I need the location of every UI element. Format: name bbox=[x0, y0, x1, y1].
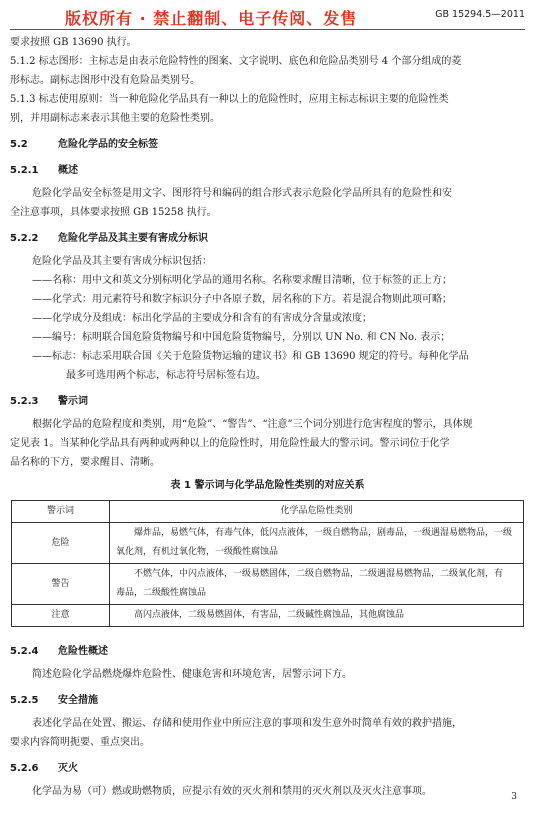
signal-word-cell: 警告 bbox=[12, 564, 110, 605]
section-title: 安全措施 bbox=[58, 695, 98, 706]
paragraph-line: 表述化学品在处置、搬运、存储和使用作业中所应注意的事项和发生意外时简单有效的救护措施， bbox=[32, 718, 462, 729]
list-item: ——标志：标志采用联合国《关于危险货物运输的建议书》和 GB 13690 规定的符号。每种化学品 bbox=[32, 351, 469, 362]
cell-line: 高闪点液体，二级易燃固体，有害品，二级碱性腐蚀品，其他腐蚀品 bbox=[134, 610, 405, 620]
clause-line: 别，并用副标志来表示其他主要的危险性类别。 bbox=[10, 113, 220, 124]
table-row bbox=[12, 523, 524, 564]
section-title: 概述 bbox=[58, 165, 78, 176]
watermark-text: 版权所有 · 禁止翻制、电子传阅、发售 bbox=[65, 9, 358, 28]
hazard-categories-cell bbox=[110, 523, 524, 564]
page-number: 3 bbox=[511, 792, 517, 802]
list-item: ——化学式：用元素符号和数字标识分子中各原子数，居名称的下方。若是混合物则此项可略； bbox=[32, 294, 452, 305]
section-heading-5-2-6 bbox=[10, 759, 525, 778]
paragraph-5-2-5 bbox=[10, 714, 525, 752]
table-title: 表 1 警示词与化学品危险性类别的对应关系 bbox=[170, 480, 365, 491]
section-heading-5-2-4 bbox=[10, 642, 525, 661]
section-title: 危险性概述 bbox=[58, 646, 108, 657]
list-item-continuation: 最多可选用两个标志，标志符号居标签右边。 bbox=[66, 370, 266, 381]
clause-5-1-3 bbox=[10, 90, 525, 128]
paragraph-line: 要求内容简明扼要、重点突出。 bbox=[10, 737, 150, 748]
list-item: ——编号：标明联合国危险货物编号和中国危险货物编号，分别以 UN No. 和 CN No. 表示； bbox=[32, 332, 451, 343]
cell-line: 爆炸品，易燃气体，有毒气体，低闪点液体，一级自燃物品，剧毒品，一级遇湿易燃物品，一级 bbox=[134, 528, 513, 538]
section-heading-5-2-2 bbox=[10, 229, 525, 248]
clause-line: 5.1.3 标志使用原则：当一种危险化学品具有一种以上的危险性时，应用主标志标识主要的危险性类 bbox=[10, 94, 449, 105]
header-rule bbox=[10, 29, 525, 30]
paragraph-line: 定见表 1。当某种化学品具有两种或两种以上的危险性时，用危险性最大的警示词。警示词位于化学 bbox=[10, 438, 450, 449]
continuation-line: 要求按照 GB 13690 执行。 bbox=[10, 37, 137, 48]
section-number: 5.2.3 bbox=[10, 396, 39, 407]
section-number: 5.2.2 bbox=[10, 233, 39, 244]
paragraph-5-2-4: 简述危险化学品燃烧爆炸危险性、健康危害和环境危害，居警示词下方。 bbox=[32, 669, 352, 680]
list-5-2-2 bbox=[10, 252, 525, 385]
section-number: 5.2.1 bbox=[10, 165, 39, 176]
section-title: 危险化学品的安全标签 bbox=[58, 139, 158, 150]
section-number: 5.2.6 bbox=[10, 763, 39, 774]
section-number: 5.2 bbox=[10, 139, 28, 150]
signal-word-table bbox=[11, 500, 524, 627]
list-item: ——化学成分及组成：标出化学品的主要成分和含有的有害成分含量或浓度； bbox=[32, 313, 372, 324]
list-item: ——名称：用中文和英文分别标明化学品的通用名称。名称要求醒目清晰，位于标签的正上方； bbox=[32, 275, 452, 286]
section-heading-5-2 bbox=[10, 135, 525, 154]
hazard-categories-cell bbox=[110, 564, 524, 605]
paragraph-line: 危险化学品安全标签是用文字、图形符号和编码的组合形式表示危险化学品所具有的危险性和安 bbox=[32, 188, 452, 199]
cell-line: 不燃气体，中闪点液体，一级易燃固体，二级自燃物品，二级遇湿易燃物品，二级氧化剂，有 bbox=[134, 569, 504, 579]
table-header-cell: 化学品危险性类别 bbox=[110, 501, 524, 523]
signal-word-cell: 注意 bbox=[12, 605, 110, 627]
table-header-row bbox=[12, 501, 524, 523]
standard-code: GB 15294.5—2011 bbox=[435, 9, 525, 20]
list-intro: 危险化学品及其主要有害成分标识包括： bbox=[32, 256, 212, 267]
section-heading-5-2-1 bbox=[10, 161, 525, 180]
cell-line: 毒品，二级酸性腐蚀品 bbox=[116, 588, 207, 598]
section-heading-5-2-3 bbox=[10, 392, 525, 411]
paragraph-line: 根据化学品的危险程度和类别，用“危险”、“警告”、“注意”三个词分别进行危害程度的警示，具体规 bbox=[32, 419, 473, 430]
table-row bbox=[12, 564, 524, 605]
section-title: 危险化学品及其主要有害成分标识 bbox=[58, 233, 208, 244]
section-heading-5-2-5 bbox=[10, 691, 525, 710]
hazard-categories-cell bbox=[110, 605, 524, 627]
paragraph-5-2-3 bbox=[10, 415, 525, 472]
paragraph-line: 全注意事项，具体要求按照 GB 15258 执行。 bbox=[10, 207, 217, 218]
section-title: 警示词 bbox=[58, 396, 88, 407]
section-number: 5.2.4 bbox=[10, 646, 39, 657]
table-header-cell: 警示词 bbox=[12, 501, 110, 523]
paragraph-line: 品名称的下方，要求醒目、清晰。 bbox=[10, 457, 160, 468]
table-row bbox=[12, 605, 524, 627]
section-number: 5.2.5 bbox=[10, 695, 39, 706]
cell-line: 氧化剂，有机过氧化物，一级酸性腐蚀品 bbox=[116, 547, 279, 557]
clause-line: 5.1.2 标志图形：主标志是由表示危险特性的图案、文字说明、底色和危险品类别号 4 个部分组成的菱 bbox=[10, 56, 462, 67]
document-body bbox=[10, 33, 525, 801]
paragraph-5-2-6: 化学品为易（可）燃或助燃物质，应提示有效的灭火剂和禁用的灭火剂以及灭火注意事项。 bbox=[32, 786, 432, 797]
signal-word-cell: 危险 bbox=[12, 523, 110, 564]
paragraph-5-2-1 bbox=[10, 184, 525, 222]
section-title: 灭火 bbox=[58, 763, 78, 774]
clause-line: 形标志。副标志图形中没有危险品类别号。 bbox=[10, 75, 200, 86]
clause-5-1-2 bbox=[10, 52, 525, 90]
